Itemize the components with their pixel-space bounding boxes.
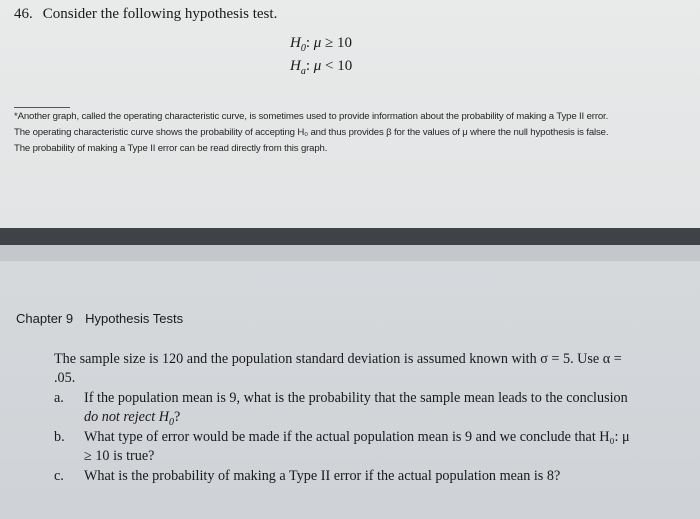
item-letter: b. [54, 429, 65, 445]
chapter-title: Hypothesis Tests [85, 311, 184, 326]
problem-number: 46. [14, 6, 33, 22]
problem-prompt: Consider the following hypothesis test. [42, 6, 278, 22]
page-edge-strip [0, 245, 700, 261]
problem-heading [14, 6, 277, 23]
item-text: If the population mean is 9, what is the probability that the sample mean leads to the conclusion do not reject $H_0$? [84, 390, 628, 428]
item-text: What type of error would be made if the actual population mean is 9 and we conclude that H₀: μ ≥ 10 is true? [84, 429, 630, 464]
item-text: What is the probability of making a Type II error if the actual population mean is 8? [84, 468, 561, 484]
null-hypothesis: $H_0$: μ ≥ 10 [290, 35, 353, 54]
chapter-header [16, 311, 183, 326]
item-letter: c. [54, 468, 64, 484]
question-intro: The sample size is 120 and the population standard deviation is assumed known with σ = 5. Use α = .05. [54, 351, 622, 386]
footnote-rule [14, 107, 70, 108]
chapter-number: Chapter 9 [16, 311, 74, 326]
alternative-hypothesis: $H_a$: μ < 10 [290, 58, 353, 77]
footnote: *Another graph, called the operating characteristic curve, is sometimes used to provide information about the probability of making a Type II error. The operating characteristic curve shows the probability of accepting H₀ and thus provides β for the values of μ where the null hypothesis is false. The probability of making a Type II error can be read directly from this graph. [14, 111, 609, 154]
item-letter: a. [54, 390, 64, 406]
page-gap-band [0, 228, 700, 245]
